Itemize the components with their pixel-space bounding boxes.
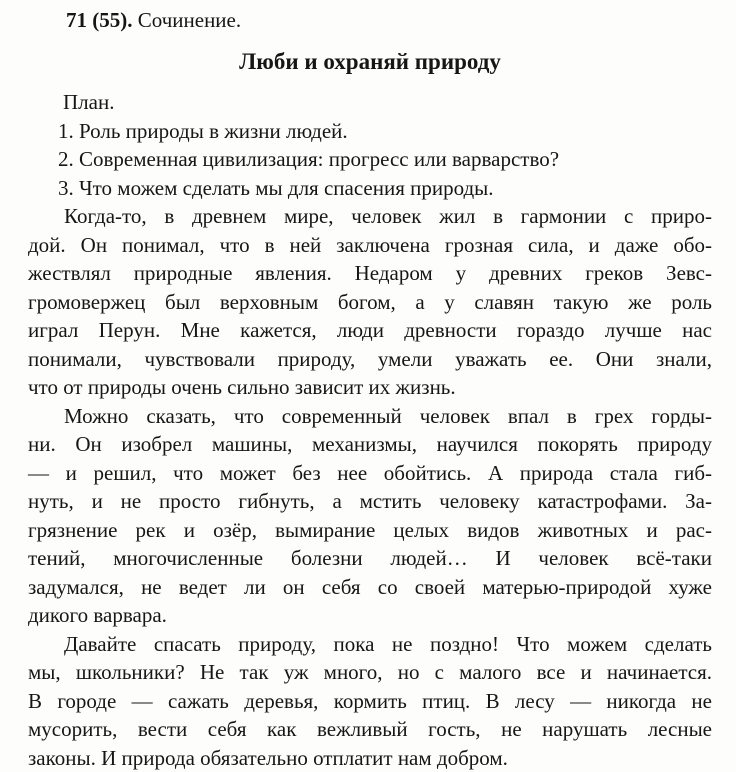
- text-line: Когда-то, в древнем мире, человек жил в гармонии с приро-: [64, 204, 712, 228]
- text-line: громовержец был верховным богом, а у славян такую же роль: [28, 289, 712, 314]
- text-line: — и решил, что может без нее обойтись. А природа стала гиб-: [28, 460, 712, 485]
- plan-item-2: 2. Современная цивилизация: прогресс или варварство?: [58, 147, 560, 171]
- text-line: играл Перун. Мне кажется, люди древности гораздо лучше нас: [28, 318, 712, 342]
- text-line: дикого варвара.: [28, 603, 167, 627]
- exercise-type-label: Сочинение.: [137, 8, 242, 32]
- plan-item-3: 3. Что можем сделать мы для спасения природы.: [58, 175, 494, 200]
- text-line: законы. И природа обязательно отплатит нам добром.: [28, 745, 508, 770]
- text-line: нуть, и не просто гибнуть, а мстить человеку катастрофами. За-: [28, 489, 712, 513]
- essay-title: Люби и охраняй природу: [239, 49, 501, 74]
- text-line: что от природы очень сильно зависит их жизнь.: [28, 375, 456, 399]
- exercise-header: [66, 6, 712, 34]
- essay-paragraph-3: [28, 630, 712, 772]
- essay-paragraph-2: [28, 402, 712, 630]
- text-line: мусорить, вести себя как вежливый гость, не нарушать лесные: [28, 717, 712, 741]
- plan-heading: План.: [63, 90, 115, 114]
- text-line: Давайте спасать природу, пока не поздно! Что можем сделать: [64, 631, 712, 656]
- text-line: понимали, чувствовали природу, умели уважать ее. Они знали,: [28, 346, 712, 371]
- text-line: задумался, не ведет ли он себя со своей матерью-природой хуже: [28, 574, 712, 599]
- text-line: дой. Он понимал, что в ней заключена грозная сила, и даже обо-: [28, 232, 712, 257]
- text-line: мы, школьники? Не так уж много, но с малого все и начинается.: [28, 660, 712, 684]
- exercise-number: 71 (55).: [66, 8, 133, 32]
- text-line: жествлял природные явления. Недаром у древних греков Зевс-: [28, 261, 712, 285]
- text-line: Можно сказать, что современный человек впал в грех горды-: [64, 403, 712, 428]
- text-line: тений, многочисленные болезни людей… И человек всё-таки: [28, 546, 712, 570]
- text-line: В городе — сажать деревья, кормить птиц. В лесу — никогда не: [28, 688, 712, 713]
- text-line: ни. Он изобрел машины, механизмы, научился покорять природу: [28, 432, 712, 456]
- text-line: грязнение рек и озёр, вымирание целых видов животных и рас-: [28, 517, 712, 542]
- plan-item-1: 1. Роль природы в жизни людей.: [58, 118, 348, 143]
- essay-paragraph-1: [28, 202, 712, 402]
